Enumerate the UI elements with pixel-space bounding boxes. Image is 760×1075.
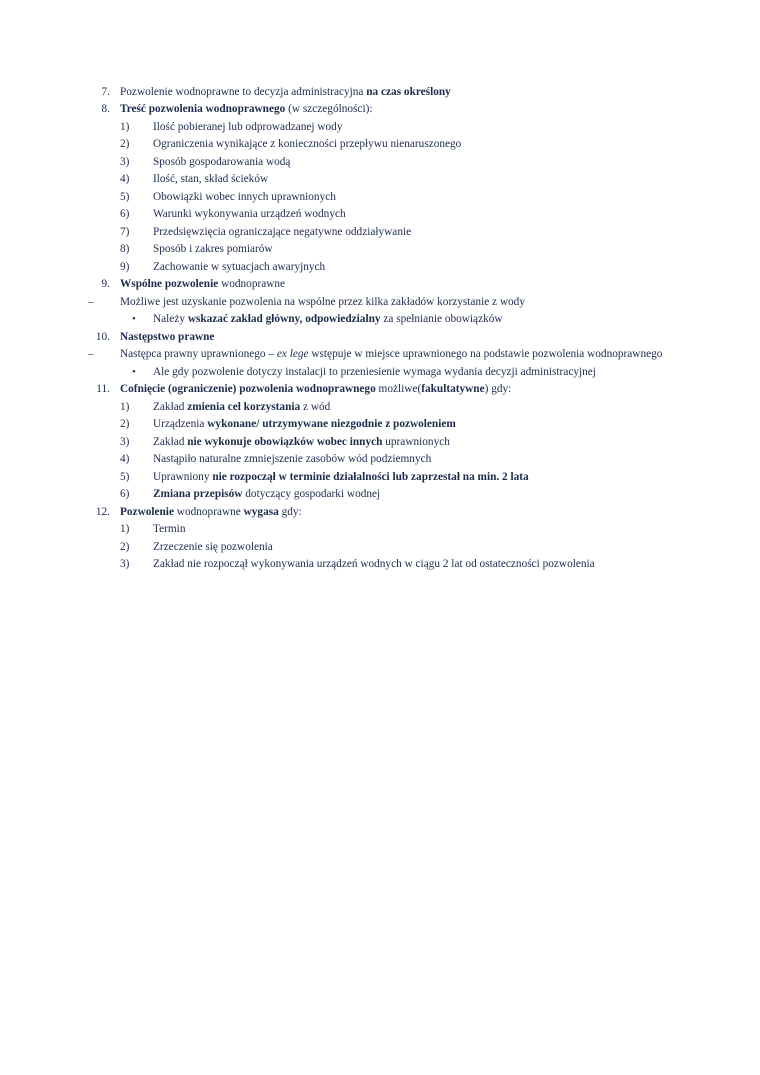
list-item-text: Zrzeczenie się pozwolenia (153, 540, 273, 553)
document-body (84, 84, 688, 573)
list-item (120, 451, 688, 467)
list-marker: – (88, 348, 94, 361)
list-item (84, 294, 688, 328)
list-item-text: Warunki wykonywania urządzeń wodnych (153, 208, 346, 221)
list-item-text: Nastąpiło naturalne zmniejszenie zasobów wód podziemnych (153, 453, 432, 466)
list-item (120, 434, 688, 450)
list-marker: 9) (120, 260, 130, 273)
list-marker: 11. (96, 383, 110, 396)
list-marker: • (132, 365, 136, 378)
list-item (84, 276, 688, 292)
list-item-text: Obowiązki wobec innych uprawnionych (153, 190, 336, 203)
list-item (120, 119, 688, 135)
list-item (84, 329, 688, 345)
list-marker: 9. (101, 278, 110, 291)
list-item-text: Uprawniony nie rozpoczął w terminie działalności lub zaprzestał na min. 2 lata (153, 470, 529, 483)
list-marker: 1) (120, 523, 130, 536)
numbered-sublist (120, 399, 688, 503)
list-item (84, 101, 688, 275)
list-item (120, 399, 688, 415)
list-item-text: Należy wskazać zakład główny, odpowiedzialny za spełnianie obowiązków (153, 313, 503, 326)
list-item (84, 84, 688, 100)
list-marker: 2) (120, 418, 130, 431)
list-item-text: Zachowanie w sytuacjach awaryjnych (153, 260, 326, 273)
list-marker: 2) (120, 540, 130, 553)
list-item-text: Pozwolenie wodnoprawne to decyzja administracyjna na czas określony (120, 86, 451, 98)
list-marker: 3) (120, 435, 130, 448)
list-marker: 5) (120, 470, 130, 483)
list-item-text: Pozwolenie wodnoprawne wygasa gdy: (120, 505, 302, 518)
list-item (120, 469, 688, 485)
bullet-sublist (120, 364, 688, 380)
list-item-text: Zmiana przepisów dotyczący gospodarki wodnej (153, 488, 381, 501)
list-item (120, 521, 688, 537)
list-item-text: Ilość, stan, skład ścieków (153, 173, 269, 186)
list-item-text: Ilość pobieranej lub odprowadzanej wody (153, 120, 343, 133)
list-item-text: Ograniczenia wynikające z konieczności przepływu nienaruszonego (153, 138, 462, 151)
list-item-text: Treść pozwolenia wodnoprawnego (w szczególności): (120, 103, 373, 116)
list-item (120, 241, 688, 257)
list-item (120, 206, 688, 222)
list-item (120, 416, 688, 432)
list-marker: 10. (95, 330, 110, 343)
list-item-text: Sposób i zakres pomiarów (153, 243, 273, 256)
list-item (120, 171, 688, 187)
list-item (120, 259, 688, 275)
list-marker: 4) (120, 173, 130, 186)
list-item (120, 224, 688, 240)
list-item-text: Urządzenia wykonane/ utrzymywane niezgodnie z pozwoleniem (153, 418, 456, 431)
list-marker: • (132, 313, 136, 326)
list-marker: – (88, 295, 94, 308)
list-item-text: Przedsięwzięcia ograniczające negatywne oddziaływanie (153, 225, 412, 238)
list-marker: 12. (95, 505, 110, 518)
list-item (84, 346, 688, 380)
list-item-text: Sposób gospodarowania wodą (153, 155, 291, 168)
list-marker: 1) (120, 400, 130, 413)
list-marker: 2) (120, 138, 130, 151)
list-item (120, 486, 688, 502)
list-item-text: Następca prawny uprawnionego – ex lege wstępuje w miejsce uprawnionego na podstawie pozwolenia wodnoprawnego (120, 348, 663, 361)
list-item (120, 136, 688, 152)
list-marker: 5) (120, 190, 130, 203)
list-item (84, 381, 688, 502)
numbered-sublist (120, 119, 688, 275)
outline-list (84, 84, 688, 573)
list-marker: 6) (120, 488, 130, 501)
list-item (120, 556, 688, 572)
list-marker: 7) (120, 225, 130, 238)
list-marker: 3) (120, 558, 130, 571)
list-item (120, 539, 688, 555)
list-marker: 1) (120, 120, 130, 133)
list-item-text: Termin (153, 523, 186, 536)
list-item-text: Ale gdy pozwolenie dotyczy instalacji to przeniesienie wymaga wydania decyzji administracyjnej (153, 365, 596, 378)
list-item-text: Zakład nie rozpoczął wykonywania urządzeń wodnych w ciągu 2 lat od ostateczności pozwolenia (153, 558, 595, 571)
list-marker: 6) (120, 208, 130, 221)
list-item (120, 364, 688, 380)
list-item-text: Wspólne pozwolenie wodnoprawne (120, 278, 286, 291)
list-marker: 8) (120, 243, 130, 256)
list-marker: 8. (101, 103, 110, 116)
list-marker: 3) (120, 155, 130, 168)
list-item (120, 189, 688, 205)
list-item (120, 154, 688, 170)
list-marker: 7. (101, 86, 110, 98)
list-item (120, 311, 688, 327)
list-marker: 4) (120, 453, 130, 466)
list-item-text: Możliwe jest uzyskanie pozwolenia na wspólne przez kilka zakładów korzystanie z wody (120, 295, 525, 308)
list-item-text: Następstwo prawne (120, 330, 215, 343)
list-item (84, 504, 688, 573)
list-item-text: Cofnięcie (ograniczenie) pozwolenia wodnoprawnego możliwe(fakultatywne) gdy: (120, 383, 512, 396)
bullet-sublist (120, 311, 688, 327)
list-item-text: Zakład nie wykonuje obowiązków wobec innych uprawnionych (153, 435, 450, 448)
numbered-sublist (120, 521, 688, 572)
list-item-text: Zakład zmienia cel korzystania z wód (153, 400, 331, 413)
